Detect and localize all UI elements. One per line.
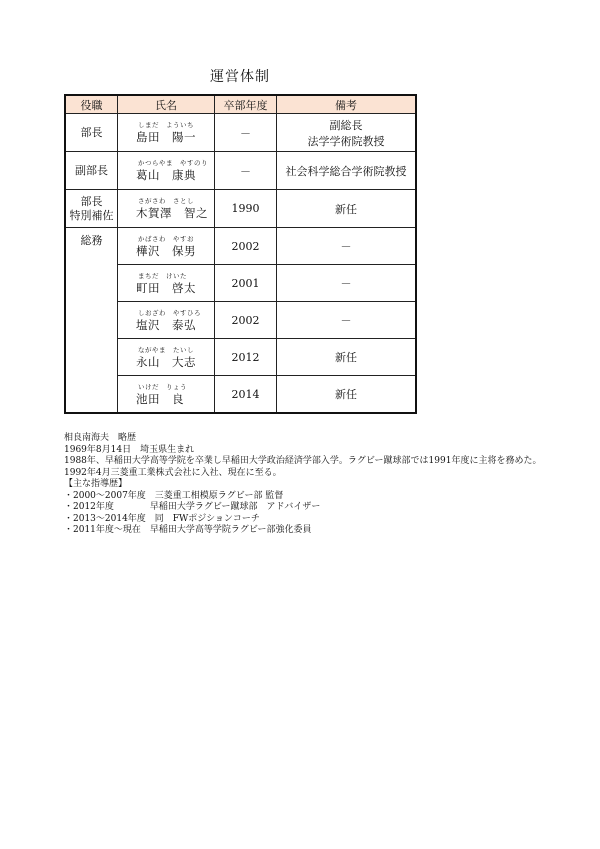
remarks-cell: 新任 [277, 376, 417, 414]
member-name: 町田 啓太 [136, 280, 196, 295]
header-grad-year: 卒部年度 [215, 95, 277, 114]
grad-year-cell: 1990 [215, 190, 277, 228]
name-cell [118, 228, 215, 265]
role-cell: 総務 [65, 228, 118, 414]
table-row [65, 152, 416, 190]
bio-heading: 相良南海夫 略歴 [64, 433, 137, 443]
remarks-line: 法学学術院教授 [307, 134, 385, 148]
biography-section [64, 433, 564, 537]
name-cell [118, 190, 215, 228]
page-title: 運営体制 [210, 69, 270, 85]
grad-year-cell: － [215, 152, 277, 190]
remarks-cell: 新任 [277, 339, 417, 376]
table-header-row [65, 95, 416, 114]
coaching-history-item: ・2000～2007年度 三菱重工相模原ラグビー部 監督 [64, 490, 284, 501]
member-name: 木賀澤 智之 [136, 206, 208, 220]
bio-career: 1988年、早稲田大学高等学院を卒業し早稲田大学政治経済学部入学。ラグビー蹴球部では1991年度に主将を務めた。1992年4月三菱重工業株式会社に入社、現在に至る。 [64, 456, 542, 478]
member-name: 塩沢 泰弘 [136, 317, 196, 332]
name-reading: しおざわ やすひろ [138, 308, 201, 317]
name-cell [118, 152, 215, 190]
role-cell: 副部長 [65, 152, 118, 190]
member-name: 樺沢 保男 [136, 243, 196, 258]
grad-year-cell: 2012 [215, 339, 277, 376]
table-row [65, 376, 416, 414]
table-row [65, 190, 416, 228]
organization-table [64, 94, 417, 414]
grad-year-cell: － [215, 114, 277, 152]
grad-year-cell: 2001 [215, 265, 277, 302]
name-reading: いけだ りょう [138, 382, 187, 391]
name-cell [118, 265, 215, 302]
role-line: 部長 [80, 194, 103, 208]
name-cell [118, 376, 215, 414]
table-row [65, 228, 416, 265]
grad-year-cell: 2002 [215, 228, 277, 265]
header-name: 氏名 [118, 95, 215, 114]
remarks-cell: 社会科学総合学術院教授 [277, 152, 417, 190]
header-role: 役職 [65, 95, 118, 114]
name-cell [118, 302, 215, 339]
header-remarks: 備考 [277, 95, 417, 114]
remarks-line: 副総長 [329, 118, 363, 132]
table-row [65, 302, 416, 339]
table-row [65, 339, 416, 376]
member-name: 島田 陽一 [136, 130, 196, 144]
role-cell: 部長 [65, 114, 118, 152]
name-reading: ながやま たいし [138, 345, 194, 354]
name-reading: まちだ けいた [138, 271, 187, 280]
name-reading: かつらやま やすのり [138, 159, 208, 167]
coaching-history-item: ・2012年度 早稲田大学ラグビー蹴球部 アドバイザー [64, 502, 321, 512]
coaching-history-item: ・2011年度～現在 早稲田大学高等学院ラグビー部強化委員 [64, 525, 312, 535]
remarks-cell: － [277, 302, 417, 339]
role-line: 特別補佐 [69, 208, 114, 222]
table-row [65, 265, 416, 302]
member-name: 永山 大志 [136, 354, 196, 369]
member-name: 池田 良 [136, 391, 184, 406]
remarks-cell: － [277, 265, 417, 302]
name-cell [118, 339, 215, 376]
table-row [65, 114, 416, 152]
remarks-cell: － [277, 228, 417, 265]
grad-year-cell: 2014 [215, 376, 277, 414]
name-reading: かばさわ やすお [138, 234, 194, 243]
bio-born: 1969年8月14日 埼玉県生まれ [64, 444, 195, 455]
role-cell [65, 190, 118, 228]
coaching-history-item: ・2013～2014年度 同 FWポジションコーチ [64, 513, 260, 524]
grad-year-cell: 2002 [215, 302, 277, 339]
member-name: 葛山 康典 [136, 168, 196, 182]
remarks-cell [277, 114, 417, 152]
name-reading: しまだ よういち [138, 121, 194, 129]
coaching-history-title: 【主な指導歴】 [64, 479, 128, 489]
name-cell [118, 114, 215, 152]
name-reading: さがさわ さとし [138, 197, 194, 205]
remarks-cell: 新任 [277, 190, 417, 228]
